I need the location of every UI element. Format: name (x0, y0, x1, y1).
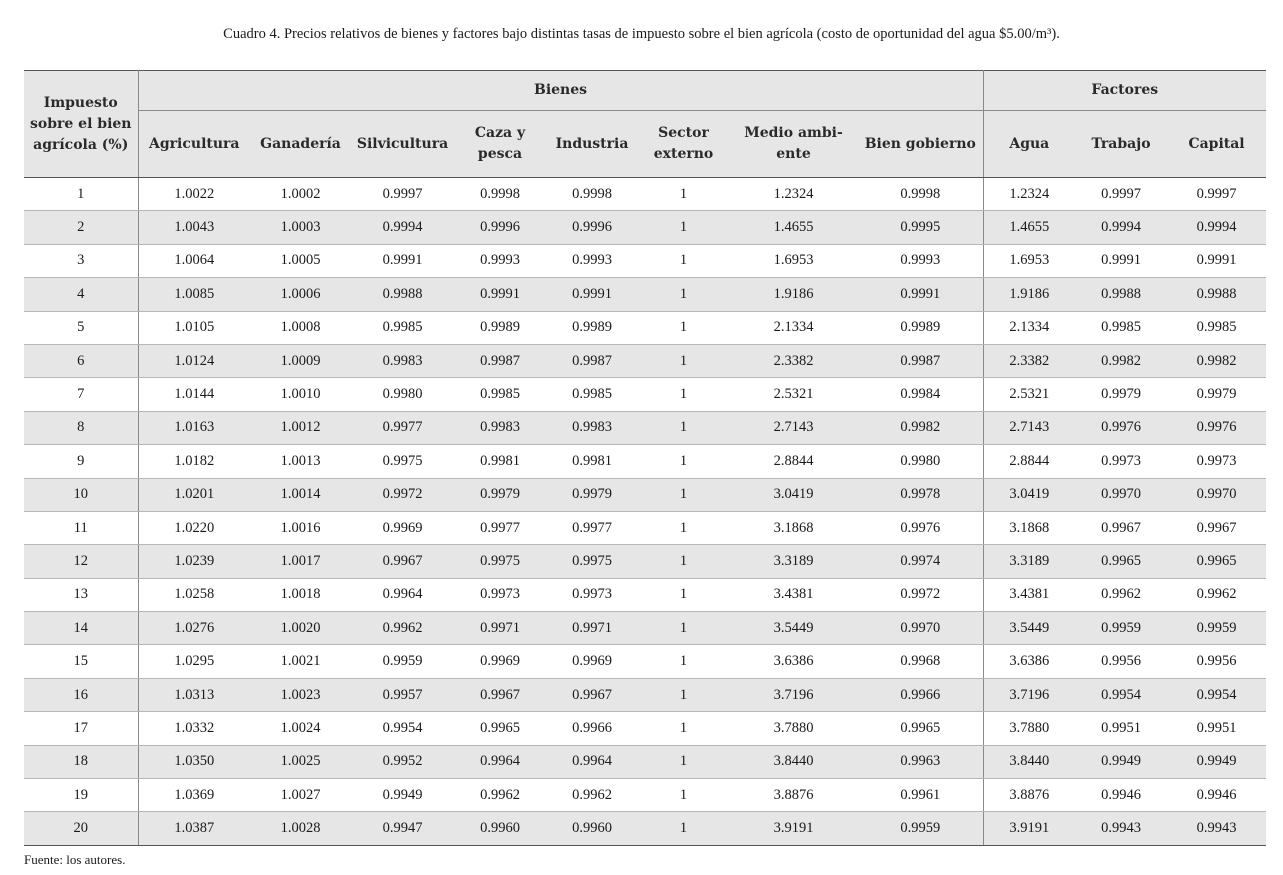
trabajo-cell: 0.9973 (1075, 445, 1167, 478)
sector-externo-cell: 1 (638, 745, 729, 778)
impuesto-cell: 20 (24, 812, 138, 845)
bien-gobierno-cell: 0.9968 (858, 645, 983, 678)
impuesto-cell: 1 (24, 178, 138, 211)
ganaderia-cell: 1.0008 (250, 311, 351, 344)
bien-gobierno-cell: 0.9966 (858, 678, 983, 711)
medio-ambiente-cell: 3.3189 (729, 545, 858, 578)
industria-cell: 0.9969 (546, 645, 638, 678)
impuesto-cell: 11 (24, 511, 138, 544)
trabajo-cell: 0.9946 (1075, 779, 1167, 812)
ganaderia-cell: 1.0016 (250, 511, 351, 544)
impuesto-cell: 14 (24, 612, 138, 645)
caza-y-pesca-cell: 0.9979 (454, 478, 546, 511)
agricultura-cell: 1.0332 (138, 712, 250, 745)
bien-gobierno-cell: 0.9978 (858, 478, 983, 511)
agricultura-cell: 1.0220 (138, 511, 250, 544)
industria-cell: 0.9964 (546, 745, 638, 778)
bien-gobierno-cell: 0.9995 (858, 211, 983, 244)
silvicultura-cell: 0.9957 (351, 678, 454, 711)
capital-cell: 0.9988 (1167, 278, 1266, 311)
medio-ambiente-cell: 3.5449 (729, 612, 858, 645)
impuesto-cell: 10 (24, 478, 138, 511)
medio-ambiente-cell: 3.6386 (729, 645, 858, 678)
agricultura-cell: 1.0085 (138, 278, 250, 311)
table-row (24, 311, 1266, 344)
sector-externo-cell: 1 (638, 344, 729, 377)
agua-cell: 2.3382 (983, 344, 1075, 377)
sector-externo-cell: 1 (638, 445, 729, 478)
agua-cell: 3.7880 (983, 712, 1075, 745)
silvicultura-cell: 0.9972 (351, 478, 454, 511)
trabajo-cell: 0.9967 (1075, 511, 1167, 544)
bien-gobierno-cell: 0.9982 (858, 411, 983, 444)
agricultura-cell: 1.0022 (138, 178, 250, 211)
header-agua: Agua (983, 111, 1075, 178)
capital-cell: 0.9985 (1167, 311, 1266, 344)
medio-ambiente-cell: 3.1868 (729, 511, 858, 544)
agua-cell: 3.8876 (983, 779, 1075, 812)
agua-cell: 1.9186 (983, 278, 1075, 311)
agua-cell: 3.3189 (983, 545, 1075, 578)
sector-externo-cell: 1 (638, 545, 729, 578)
ganaderia-cell: 1.0024 (250, 712, 351, 745)
silvicultura-cell: 0.9991 (351, 244, 454, 277)
trabajo-cell: 0.9991 (1075, 244, 1167, 277)
header-impuesto (24, 71, 138, 178)
trabajo-cell: 0.9982 (1075, 344, 1167, 377)
caza-y-pesca-cell: 0.9987 (454, 344, 546, 377)
capital-cell: 0.9951 (1167, 712, 1266, 745)
industria-cell: 0.9979 (546, 478, 638, 511)
agricultura-cell: 1.0369 (138, 779, 250, 812)
trabajo-cell: 0.9985 (1075, 311, 1167, 344)
bien-gobierno-cell: 0.9980 (858, 445, 983, 478)
bien-gobierno-cell: 0.9993 (858, 244, 983, 277)
table-row (24, 344, 1266, 377)
trabajo-cell: 0.9997 (1075, 178, 1167, 211)
agricultura-cell: 1.0201 (138, 478, 250, 511)
capital-cell: 0.9982 (1167, 344, 1266, 377)
industria-cell: 0.9989 (546, 311, 638, 344)
agua-cell: 3.4381 (983, 578, 1075, 611)
trabajo-cell: 0.9959 (1075, 612, 1167, 645)
header-impuesto-line-1: Impuesto (43, 94, 118, 111)
silvicultura-cell: 0.9949 (351, 779, 454, 812)
header-ganaderia: Ganadería (250, 111, 351, 178)
ganaderia-cell: 1.0003 (250, 211, 351, 244)
caza-y-pesca-cell: 0.9991 (454, 278, 546, 311)
medio-ambiente-cell: 3.4381 (729, 578, 858, 611)
silvicultura-cell: 0.9983 (351, 344, 454, 377)
table-row (24, 178, 1266, 211)
table-row (24, 745, 1266, 778)
agua-cell: 2.1334 (983, 311, 1075, 344)
ganaderia-cell: 1.0002 (250, 178, 351, 211)
silvicultura-cell: 0.9962 (351, 612, 454, 645)
industria-cell: 0.9977 (546, 511, 638, 544)
sector-externo-cell: 1 (638, 244, 729, 277)
agua-cell: 3.9191 (983, 812, 1075, 845)
ganaderia-cell: 1.0018 (250, 578, 351, 611)
sector-externo-cell: 1 (638, 612, 729, 645)
silvicultura-cell: 0.9980 (351, 378, 454, 411)
agua-cell: 3.1868 (983, 511, 1075, 544)
trabajo-cell: 0.9965 (1075, 545, 1167, 578)
medio-ambiente-cell: 2.5321 (729, 378, 858, 411)
industria-cell: 0.9966 (546, 712, 638, 745)
header-silvicultura: Silvicultura (351, 111, 454, 178)
silvicultura-cell: 0.9975 (351, 445, 454, 478)
agricultura-cell: 1.0064 (138, 244, 250, 277)
agua-cell: 2.8844 (983, 445, 1075, 478)
table-header (24, 71, 1266, 178)
agua-cell: 3.7196 (983, 678, 1075, 711)
caza-y-pesca-cell: 0.9962 (454, 779, 546, 812)
capital-cell: 0.9962 (1167, 578, 1266, 611)
header-factores: Factores (983, 71, 1266, 111)
silvicultura-cell: 0.9985 (351, 311, 454, 344)
medio-ambiente-cell: 2.8844 (729, 445, 858, 478)
trabajo-cell: 0.9994 (1075, 211, 1167, 244)
industria-cell: 0.9996 (546, 211, 638, 244)
trabajo-cell: 0.9954 (1075, 678, 1167, 711)
source-note: Fuente: los autores. (24, 852, 126, 867)
capital-cell: 0.9949 (1167, 745, 1266, 778)
ganaderia-cell: 1.0023 (250, 678, 351, 711)
capital-cell: 0.9946 (1167, 779, 1266, 812)
header-bien-gobierno: Bien gobierno (858, 111, 983, 178)
sector-externo-cell: 1 (638, 578, 729, 611)
header-caza-y-pesca: Caza y pesca (454, 111, 546, 178)
medio-ambiente-cell: 2.1334 (729, 311, 858, 344)
sector-externo-cell: 1 (638, 678, 729, 711)
silvicultura-cell: 0.9964 (351, 578, 454, 611)
agricultura-cell: 1.0124 (138, 344, 250, 377)
bien-gobierno-cell: 0.9961 (858, 779, 983, 812)
table-row (24, 712, 1266, 745)
header-trabajo: Trabajo (1075, 111, 1167, 178)
agua-cell: 2.5321 (983, 378, 1075, 411)
caza-y-pesca-cell: 0.9971 (454, 612, 546, 645)
silvicultura-cell: 0.9967 (351, 545, 454, 578)
table-row (24, 445, 1266, 478)
medio-ambiente-cell: 3.7880 (729, 712, 858, 745)
table-row (24, 678, 1266, 711)
capital-cell: 0.9956 (1167, 645, 1266, 678)
table-row (24, 511, 1266, 544)
table-row (24, 645, 1266, 678)
caza-y-pesca-cell: 0.9998 (454, 178, 546, 211)
impuesto-cell: 19 (24, 779, 138, 812)
impuesto-cell: 6 (24, 344, 138, 377)
agricultura-cell: 1.0105 (138, 311, 250, 344)
header-sector-externo: Sector externo (638, 111, 729, 178)
industria-cell: 0.9973 (546, 578, 638, 611)
capital-cell: 0.9973 (1167, 445, 1266, 478)
ganaderia-cell: 1.0009 (250, 344, 351, 377)
caza-y-pesca-cell: 0.9996 (454, 211, 546, 244)
silvicultura-cell: 0.9988 (351, 278, 454, 311)
sector-externo-cell: 1 (638, 478, 729, 511)
caza-y-pesca-cell: 0.9983 (454, 411, 546, 444)
ganaderia-cell: 1.0020 (250, 612, 351, 645)
impuesto-cell: 9 (24, 445, 138, 478)
impuesto-cell: 16 (24, 678, 138, 711)
impuesto-cell: 17 (24, 712, 138, 745)
caza-y-pesca-cell: 0.9964 (454, 745, 546, 778)
agricultura-cell: 1.0387 (138, 812, 250, 845)
table-row (24, 578, 1266, 611)
ganaderia-cell: 1.0012 (250, 411, 351, 444)
silvicultura-cell: 0.9959 (351, 645, 454, 678)
impuesto-cell: 18 (24, 745, 138, 778)
agricultura-cell: 1.0163 (138, 411, 250, 444)
table-row (24, 812, 1266, 845)
caza-y-pesca-cell: 0.9973 (454, 578, 546, 611)
bien-gobierno-cell: 0.9974 (858, 545, 983, 578)
table-body (24, 178, 1266, 846)
medio-ambiente-cell: 1.2324 (729, 178, 858, 211)
bien-gobierno-cell: 0.9963 (858, 745, 983, 778)
industria-cell: 0.9983 (546, 411, 638, 444)
trabajo-cell: 0.9976 (1075, 411, 1167, 444)
agricultura-cell: 1.0258 (138, 578, 250, 611)
table-row (24, 411, 1266, 444)
silvicultura-cell: 0.9977 (351, 411, 454, 444)
industria-cell: 0.9960 (546, 812, 638, 845)
trabajo-cell: 0.9943 (1075, 812, 1167, 845)
capital-cell: 0.9965 (1167, 545, 1266, 578)
ganaderia-cell: 1.0014 (250, 478, 351, 511)
header-industria: Industria (546, 111, 638, 178)
ganaderia-cell: 1.0027 (250, 779, 351, 812)
sector-externo-cell: 1 (638, 511, 729, 544)
impuesto-cell: 12 (24, 545, 138, 578)
agua-cell: 1.2324 (983, 178, 1075, 211)
medio-ambiente-cell: 1.6953 (729, 244, 858, 277)
bien-gobierno-cell: 0.9976 (858, 511, 983, 544)
caza-y-pesca-cell: 0.9977 (454, 511, 546, 544)
agricultura-cell: 1.0313 (138, 678, 250, 711)
table-row (24, 244, 1266, 277)
table-caption: Cuadro 4. Precios relativos de bienes y factores bajo distintas tasas de impuesto sobre el bien agrícola (costo de oportunidad del agua $5.00/m³). (223, 26, 1060, 42)
capital-cell: 0.9954 (1167, 678, 1266, 711)
impuesto-cell: 2 (24, 211, 138, 244)
ganaderia-cell: 1.0013 (250, 445, 351, 478)
sector-externo-cell: 1 (638, 779, 729, 812)
bien-gobierno-cell: 0.9970 (858, 612, 983, 645)
ganaderia-cell: 1.0010 (250, 378, 351, 411)
impuesto-cell: 13 (24, 578, 138, 611)
header-capital: Capital (1167, 111, 1266, 178)
industria-cell: 0.9993 (546, 244, 638, 277)
impuesto-cell: 7 (24, 378, 138, 411)
ganaderia-cell: 1.0021 (250, 645, 351, 678)
industria-cell: 0.9985 (546, 378, 638, 411)
agricultura-cell: 1.0350 (138, 745, 250, 778)
ganaderia-cell: 1.0005 (250, 244, 351, 277)
agricultura-cell: 1.0043 (138, 211, 250, 244)
impuesto-cell: 8 (24, 411, 138, 444)
sector-externo-cell: 1 (638, 311, 729, 344)
sector-externo-cell: 1 (638, 211, 729, 244)
bien-gobierno-cell: 0.9965 (858, 712, 983, 745)
caza-y-pesca-cell: 0.9969 (454, 645, 546, 678)
capital-cell: 0.9967 (1167, 511, 1266, 544)
caza-y-pesca-cell: 0.9960 (454, 812, 546, 845)
industria-cell: 0.9975 (546, 545, 638, 578)
impuesto-cell: 3 (24, 244, 138, 277)
bien-gobierno-cell: 0.9972 (858, 578, 983, 611)
medio-ambiente-cell: 3.7196 (729, 678, 858, 711)
bien-gobierno-cell: 0.9998 (858, 178, 983, 211)
industria-cell: 0.9981 (546, 445, 638, 478)
sector-externo-cell: 1 (638, 178, 729, 211)
trabajo-cell: 0.9962 (1075, 578, 1167, 611)
sector-externo-cell: 1 (638, 411, 729, 444)
agua-cell: 1.6953 (983, 244, 1075, 277)
agua-cell: 3.8440 (983, 745, 1075, 778)
silvicultura-cell: 0.9969 (351, 511, 454, 544)
agricultura-cell: 1.0144 (138, 378, 250, 411)
industria-cell: 0.9991 (546, 278, 638, 311)
header-bienes: Bienes (138, 71, 983, 111)
silvicultura-cell: 0.9954 (351, 712, 454, 745)
caza-y-pesca-cell: 0.9989 (454, 311, 546, 344)
capital-cell: 0.9976 (1167, 411, 1266, 444)
ganaderia-cell: 1.0017 (250, 545, 351, 578)
caza-y-pesca-cell: 0.9975 (454, 545, 546, 578)
bien-gobierno-cell: 0.9989 (858, 311, 983, 344)
trabajo-cell: 0.9951 (1075, 712, 1167, 745)
capital-cell: 0.9979 (1167, 378, 1266, 411)
agricultura-cell: 1.0295 (138, 645, 250, 678)
ganaderia-cell: 1.0025 (250, 745, 351, 778)
relative-prices-table (24, 70, 1266, 846)
table-row (24, 211, 1266, 244)
ganaderia-cell: 1.0028 (250, 812, 351, 845)
sector-externo-cell: 1 (638, 645, 729, 678)
impuesto-cell: 4 (24, 278, 138, 311)
header-medio-ambiente: Medio ambi- ente (729, 111, 858, 178)
capital-cell: 0.9970 (1167, 478, 1266, 511)
medio-ambiente-cell: 3.9191 (729, 812, 858, 845)
capital-cell: 0.9991 (1167, 244, 1266, 277)
header-impuesto-line-2: sobre el bien (30, 115, 132, 132)
header-impuesto-line-3: agrícola (%) (33, 136, 129, 153)
impuesto-cell: 5 (24, 311, 138, 344)
agua-cell: 3.5449 (983, 612, 1075, 645)
caza-y-pesca-cell: 0.9985 (454, 378, 546, 411)
medio-ambiente-cell: 1.9186 (729, 278, 858, 311)
sector-externo-cell: 1 (638, 812, 729, 845)
agricultura-cell: 1.0182 (138, 445, 250, 478)
caza-y-pesca-cell: 0.9967 (454, 678, 546, 711)
industria-cell: 0.9967 (546, 678, 638, 711)
silvicultura-cell: 0.9947 (351, 812, 454, 845)
medio-ambiente-cell: 2.7143 (729, 411, 858, 444)
ganaderia-cell: 1.0006 (250, 278, 351, 311)
capital-cell: 0.9943 (1167, 812, 1266, 845)
table-row (24, 378, 1266, 411)
trabajo-cell: 0.9970 (1075, 478, 1167, 511)
impuesto-cell: 15 (24, 645, 138, 678)
medio-ambiente-cell: 1.4655 (729, 211, 858, 244)
caza-y-pesca-cell: 0.9981 (454, 445, 546, 478)
industria-cell: 0.9998 (546, 178, 638, 211)
table-row (24, 478, 1266, 511)
table-row (24, 612, 1266, 645)
sector-externo-cell: 1 (638, 278, 729, 311)
medio-ambiente-cell: 2.3382 (729, 344, 858, 377)
bien-gobierno-cell: 0.9987 (858, 344, 983, 377)
trabajo-cell: 0.9988 (1075, 278, 1167, 311)
medio-ambiente-cell: 3.8876 (729, 779, 858, 812)
capital-cell: 0.9959 (1167, 612, 1266, 645)
caza-y-pesca-cell: 0.9965 (454, 712, 546, 745)
medio-ambiente-cell: 3.0419 (729, 478, 858, 511)
header-agricultura: Agricultura (138, 111, 250, 178)
industria-cell: 0.9987 (546, 344, 638, 377)
agua-cell: 2.7143 (983, 411, 1075, 444)
silvicultura-cell: 0.9997 (351, 178, 454, 211)
trabajo-cell: 0.9979 (1075, 378, 1167, 411)
silvicultura-cell: 0.9994 (351, 211, 454, 244)
sector-externo-cell: 1 (638, 378, 729, 411)
table-row (24, 779, 1266, 812)
trabajo-cell: 0.9956 (1075, 645, 1167, 678)
agua-cell: 3.6386 (983, 645, 1075, 678)
capital-cell: 0.9994 (1167, 211, 1266, 244)
sector-externo-cell: 1 (638, 712, 729, 745)
bien-gobierno-cell: 0.9991 (858, 278, 983, 311)
silvicultura-cell: 0.9952 (351, 745, 454, 778)
trabajo-cell: 0.9949 (1075, 745, 1167, 778)
industria-cell: 0.9971 (546, 612, 638, 645)
bien-gobierno-cell: 0.9959 (858, 812, 983, 845)
table-row (24, 545, 1266, 578)
agricultura-cell: 1.0239 (138, 545, 250, 578)
industria-cell: 0.9962 (546, 779, 638, 812)
agua-cell: 1.4655 (983, 211, 1075, 244)
caza-y-pesca-cell: 0.9993 (454, 244, 546, 277)
agricultura-cell: 1.0276 (138, 612, 250, 645)
agua-cell: 3.0419 (983, 478, 1075, 511)
medio-ambiente-cell: 3.8440 (729, 745, 858, 778)
bien-gobierno-cell: 0.9984 (858, 378, 983, 411)
table-row (24, 278, 1266, 311)
capital-cell: 0.9997 (1167, 178, 1266, 211)
